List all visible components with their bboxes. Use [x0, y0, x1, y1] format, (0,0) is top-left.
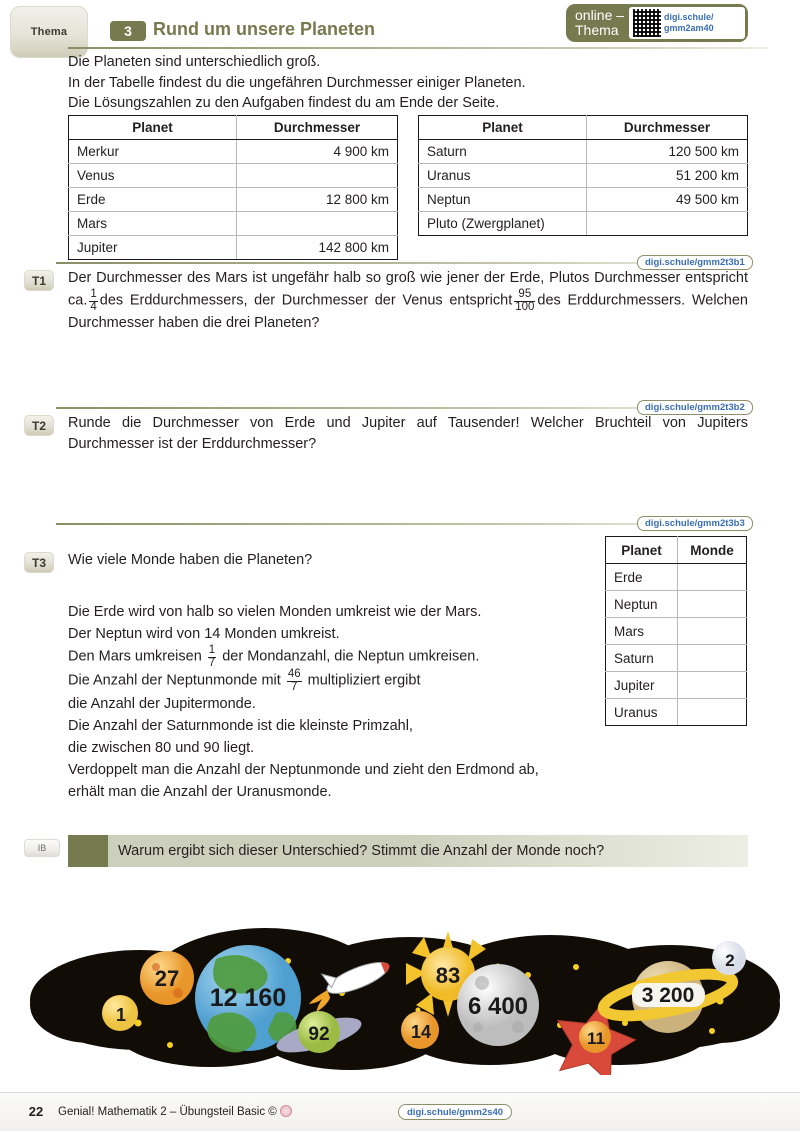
svg-text:11: 11: [587, 1029, 605, 1048]
page-title: Rund um unsere Planeten: [153, 19, 376, 39]
task-badge-t3: [24, 552, 54, 573]
task-t1-part-a: Der Durchmesser des Mars ist ungefähr halb so groß wie jener der Erde, Plutos Durchmesser entspricht ca.: [68, 270, 748, 309]
cell-planet: Saturn: [606, 645, 678, 672]
t3-line-8: Verdoppelt man die Anzahl der Neptunmonde und zieht den Erdmond ab,: [68, 762, 539, 778]
cell-moons-blank[interactable]: [678, 645, 747, 672]
table-header-row: [606, 537, 747, 564]
cell-planet: Jupiter: [606, 672, 678, 699]
diameter-table-left: [68, 115, 398, 260]
table-row: [606, 645, 747, 672]
answer-bubble-14: [401, 1011, 439, 1049]
task-text-t2: Runde die Durchmesser von Erde und Jupiter auf Tausender! Welcher Bruchteil von Jupiters Durchmesser ist der Erddurchmesser?: [68, 415, 748, 452]
fraction-denominator: 7: [208, 656, 216, 669]
intro-line-2: In der Tabelle findest du die ungefähren Durchmesser einiger Planeten.: [68, 74, 526, 91]
online-url-line1: digi.schule/: [664, 12, 714, 22]
t3-line4-part-a: Die Anzahl der Neptunmonde mit: [68, 672, 281, 689]
task-question-t3: Wie viele Monde haben die Planeten?: [68, 552, 313, 568]
task-divider-t1: [56, 262, 696, 264]
t3-line4-part-b: multipliziert ergibt: [307, 672, 421, 689]
cell-planet: Erde: [606, 564, 678, 591]
footer-credit: Genial! Mathematik 2 – Übungsteil Basic ©: [58, 1106, 277, 1118]
footer-link[interactable]: digi.schule/gmm2s40: [398, 1104, 512, 1120]
moons-table: [605, 536, 747, 726]
column-header-planet: Planet: [606, 537, 678, 564]
online-url: [664, 12, 714, 34]
svg-text:27: 27: [154, 966, 180, 991]
ib-badge: [24, 839, 60, 857]
cell-diameter-blank[interactable]: [587, 212, 748, 236]
column-header-durchmesser: Durchmesser: [237, 116, 398, 140]
cell-diameter[interactable]: 49 500 km: [587, 188, 748, 212]
diameter-table-right: [418, 115, 748, 236]
fraction-numerator: 95: [518, 288, 532, 300]
table-row: [606, 699, 747, 726]
table-header-row: [419, 116, 748, 140]
page-number: 22: [28, 1104, 44, 1119]
svg-text:3 200: 3 200: [641, 984, 695, 1007]
online-thema-label: [569, 8, 629, 38]
svg-text:2: 2: [725, 951, 735, 970]
table-row: [69, 236, 398, 260]
cell-planet: Pluto (Zwergplanet): [419, 212, 587, 236]
cell-diameter[interactable]: 120 500 km: [587, 140, 748, 164]
svg-text:12 160: 12 160: [209, 984, 287, 1012]
chapter-number-badge: [110, 21, 146, 41]
cell-planet: Neptun: [606, 591, 678, 618]
table-row: [69, 212, 398, 236]
online-url-line2: gmm2am40: [664, 23, 714, 33]
online-label-line2: Thema: [575, 22, 619, 38]
column-header-monde: Monde: [678, 537, 747, 564]
cell-diameter[interactable]: 4 900 km: [237, 140, 398, 164]
task-badge-t1-label: T1: [31, 273, 46, 288]
online-thema-card: [629, 7, 745, 39]
answer-bubble-2: [712, 941, 746, 975]
table-header-row: [69, 116, 398, 140]
task-badge-t2: [24, 415, 54, 436]
table-row: [69, 140, 398, 164]
cell-planet: Merkur: [69, 140, 237, 164]
task-t1-part-b: des Erddurchmessers, der Durchmesser der Venus entspricht: [99, 292, 513, 309]
task-text-t3-body: [68, 601, 608, 803]
table-row: [606, 618, 747, 645]
cell-diameter[interactable]: 142 800 km: [237, 236, 398, 260]
cell-moons-blank[interactable]: [678, 618, 747, 645]
cell-planet: Neptun: [419, 188, 587, 212]
cell-planet: Uranus: [419, 164, 587, 188]
fraction-numerator: 1: [208, 644, 216, 656]
column-header-planet: Planet: [69, 116, 237, 140]
task-t1-part-c: des Erddurchmessers. Welchen Durchmesser haben die drei Planeten?: [68, 292, 748, 331]
cell-planet: Uranus: [606, 699, 678, 726]
space-illustration: [20, 905, 780, 1075]
t3-line-4: [68, 669, 608, 693]
cell-diameter-blank[interactable]: [237, 164, 398, 188]
fraction-numerator: 46: [287, 668, 301, 680]
thema-tab: [10, 6, 88, 58]
table-row: [419, 140, 748, 164]
intro-text: [68, 52, 768, 114]
qr-code-icon[interactable]: [633, 9, 661, 37]
task-badge-t1: [24, 270, 54, 291]
cell-planet: Jupiter: [69, 236, 237, 260]
publisher-seal-icon: [280, 1105, 292, 1117]
ib-question-text: Warum ergibt sich dieser Unterschied? Stimmt die Anzahl der Monde noch?: [118, 843, 605, 859]
fraction-denominator: 7: [287, 681, 302, 694]
table-row: [606, 672, 747, 699]
column-header-durchmesser: Durchmesser: [587, 116, 748, 140]
table-row: [69, 164, 398, 188]
task-divider-t3: [56, 523, 696, 525]
footer-text: [58, 1105, 292, 1118]
fraction-denominator: 4: [90, 300, 97, 313]
ib-badge-label: IB: [37, 843, 47, 853]
t3-line3-part-a: Den Mars umkreisen: [68, 648, 202, 665]
t3-line-6: Die Anzahl der Saturnmonde ist die kleinste Primzahl,: [68, 718, 413, 734]
task-divider-t2: [56, 407, 696, 409]
task-link-t1[interactable]: digi.schule/gmm2t3b1: [637, 255, 753, 270]
fraction-one-quarter: [89, 289, 97, 313]
cell-diameter[interactable]: 51 200 km: [587, 164, 748, 188]
answer-bubble-1: [102, 995, 138, 1031]
t3-line3-part-b: der Mondanzahl, die Neptun umkreisen.: [222, 648, 480, 665]
t3-line-3: [68, 645, 608, 669]
t3-line-9: erhält man die Anzahl der Uranusmonde.: [68, 784, 332, 800]
cell-planet: Saturn: [419, 140, 587, 164]
cell-diameter-blank[interactable]: [237, 212, 398, 236]
thema-tab-label: Thema: [30, 26, 68, 38]
answer-space-t1[interactable]: [68, 335, 748, 390]
svg-text:92: 92: [308, 1024, 330, 1045]
answer-bubble-27: [140, 951, 194, 1005]
svg-text:83: 83: [435, 963, 461, 988]
fraction-95-100: [514, 289, 535, 313]
cell-moons-blank[interactable]: [678, 564, 747, 591]
fraction-numerator: 1: [90, 288, 97, 300]
fraction-46-7: [287, 669, 302, 693]
chapter-number: 3: [124, 23, 132, 39]
cell-moons-blank[interactable]: [678, 699, 747, 726]
online-label-line1: online –: [575, 7, 625, 23]
table-row: [419, 212, 748, 236]
cell-planet: Erde: [69, 188, 237, 212]
svg-text:6 400: 6 400: [467, 993, 529, 1020]
cell-planet: Mars: [606, 618, 678, 645]
table-row: [419, 188, 748, 212]
table-row: [419, 164, 748, 188]
answer-space-t2[interactable]: [68, 458, 748, 508]
cell-planet: Venus: [69, 164, 237, 188]
t3-line-5: die Anzahl der Jupitermonde.: [68, 696, 256, 712]
task-link-t2[interactable]: digi.schule/gmm2t3b2: [637, 400, 753, 415]
task-text-t1: [68, 268, 748, 334]
cell-moons-blank[interactable]: [678, 672, 747, 699]
cell-diameter[interactable]: 12 800 km: [237, 188, 398, 212]
fraction-one-seventh: [208, 645, 216, 669]
svg-text:14: 14: [410, 1022, 432, 1042]
svg-text:1: 1: [115, 1005, 127, 1025]
fraction-denominator: 100: [515, 300, 535, 313]
t3-line-1: Die Erde wird von halb so vielen Monden umkreist wie der Mars.: [68, 604, 482, 620]
task-badge-t2-label: T2: [31, 418, 46, 433]
table-row: [69, 188, 398, 212]
intro-line-1: Die Planeten sind unterschiedlich groß.: [68, 54, 321, 70]
intro-line-3: Die Lösungszahlen zu den Aufgaben findest du am Ende der Seite.: [68, 95, 500, 111]
header-divider: [68, 47, 768, 49]
column-header-planet: Planet: [419, 116, 587, 140]
table-row: [606, 591, 747, 618]
table-row: [606, 564, 747, 591]
cell-moons-blank[interactable]: [678, 591, 747, 618]
task-badge-t3-label: T3: [31, 555, 46, 570]
online-thema-badge[interactable]: [566, 4, 748, 42]
cell-planet: Mars: [69, 212, 237, 236]
t3-line-2: Der Neptun wird von 14 Monden umkreist.: [68, 626, 340, 642]
task-link-t3[interactable]: digi.schule/gmm2t3b3: [637, 516, 753, 531]
answer-bubble-6400: [457, 964, 539, 1046]
t3-line-7: die zwischen 80 und 90 liegt.: [68, 740, 255, 756]
